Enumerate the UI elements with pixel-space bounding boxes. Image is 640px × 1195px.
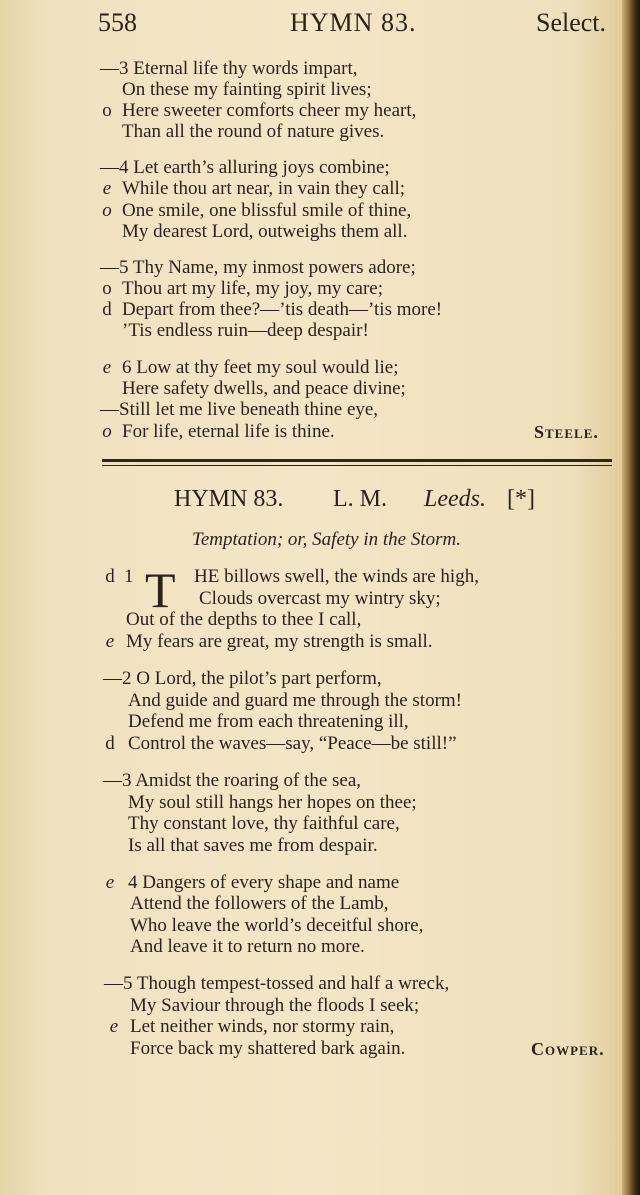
page-edge xyxy=(622,0,640,1195)
verse-line: And leave it to return no more. xyxy=(130,936,365,957)
verse-line: —5 Though tempest-tossed and half a wreck, xyxy=(104,973,450,994)
verse-line: Out of the depths to thee I call, xyxy=(126,609,362,630)
verse-line: —Still let me live beneath thine eye, xyxy=(100,399,379,420)
verse-line: o One smile, one blissful smile of thine, xyxy=(102,200,412,221)
verse-line: e Let neither winds, nor stormy rain, xyxy=(109,1016,395,1037)
verse-line: Is all that saves me from despair. xyxy=(128,835,378,856)
header-section: Select. xyxy=(536,8,607,37)
author-steele: Steele. xyxy=(534,422,599,442)
verse-line: Defend me from each threatening ill, xyxy=(128,711,409,732)
verse-line: e My fears are great, my strength is small. xyxy=(105,631,433,652)
page-number: 558 xyxy=(98,8,137,37)
drop-cap: T xyxy=(145,562,176,618)
verse-line: On these my fainting spirit lives; xyxy=(122,79,372,100)
verse-line: —5 Thy Name, my inmost powers adore; xyxy=(100,257,416,278)
verse-line: Attend the followers of the Lamb, xyxy=(130,893,389,914)
running-header xyxy=(0,8,622,42)
divider-rule xyxy=(102,459,612,462)
hymn-tune: Leeds. xyxy=(424,486,486,512)
verse-line: d Control the waves—say, “Peace—be still!” xyxy=(105,733,457,754)
header-title: HYMN 83. xyxy=(290,8,417,37)
verse-line: My dearest Lord, outweighs them all. xyxy=(122,221,408,242)
verse-line: o For life, eternal life is thine. xyxy=(102,421,335,442)
verse-line: Than all the round of nature gives. xyxy=(122,121,385,142)
verse-line: Clouds overcast my wintry sky; xyxy=(199,588,441,609)
verse-line: —2 O Lord, the pilot’s part perform, xyxy=(103,668,382,689)
verse-line: e 6 Low at thy feet my soul would lie; xyxy=(102,357,399,378)
verse-line: My Saviour through the floods I seek; xyxy=(130,995,420,1016)
hymn-tag: [*] xyxy=(507,486,535,512)
author-cowper: Cowper. xyxy=(531,1039,605,1059)
verse-line: —4 Let earth’s alluring joys combine; xyxy=(100,157,390,178)
divider-rule-thin xyxy=(102,465,612,466)
verse-line: d 1 HE billows swell, the winds are high, xyxy=(105,566,479,587)
hymn-number: HYMN 83. xyxy=(174,486,284,512)
verse-line: Who leave the world’s deceitful shore, xyxy=(130,915,424,936)
verse-line: o Here sweeter comforts cheer my heart, xyxy=(102,100,417,121)
verse-line: My soul still hangs her hopes on thee; xyxy=(128,792,417,813)
verse-line: d Depart from thee?—’tis death—’tis more! xyxy=(102,299,443,320)
verse-line: —3 Eternal life thy words impart, xyxy=(100,58,358,79)
verse-line: o Thou art my life, my joy, my care; xyxy=(102,278,383,299)
verse-line: Force back my shattered bark again. xyxy=(130,1038,406,1059)
verse-line: Thy constant love, thy faithful care, xyxy=(128,813,400,834)
verse-line: e While thou art near, in vain they call; xyxy=(102,178,406,199)
hymn-meter: L. M. xyxy=(333,486,387,512)
verse-line: e 4 Dangers of every shape and name xyxy=(105,872,400,893)
verse-line: —3 Amidst the roaring of the sea, xyxy=(103,770,362,791)
verse-line: Here safety dwells, and peace divine; xyxy=(122,378,406,399)
verse-line: ’Tis endless ruin—deep despair! xyxy=(122,320,369,341)
hymn-subtitle: Temptation; or, Safety in the Storm. xyxy=(192,529,461,550)
verse-line: And guide and guard me through the storm! xyxy=(128,690,463,711)
hymn-title xyxy=(0,486,622,516)
